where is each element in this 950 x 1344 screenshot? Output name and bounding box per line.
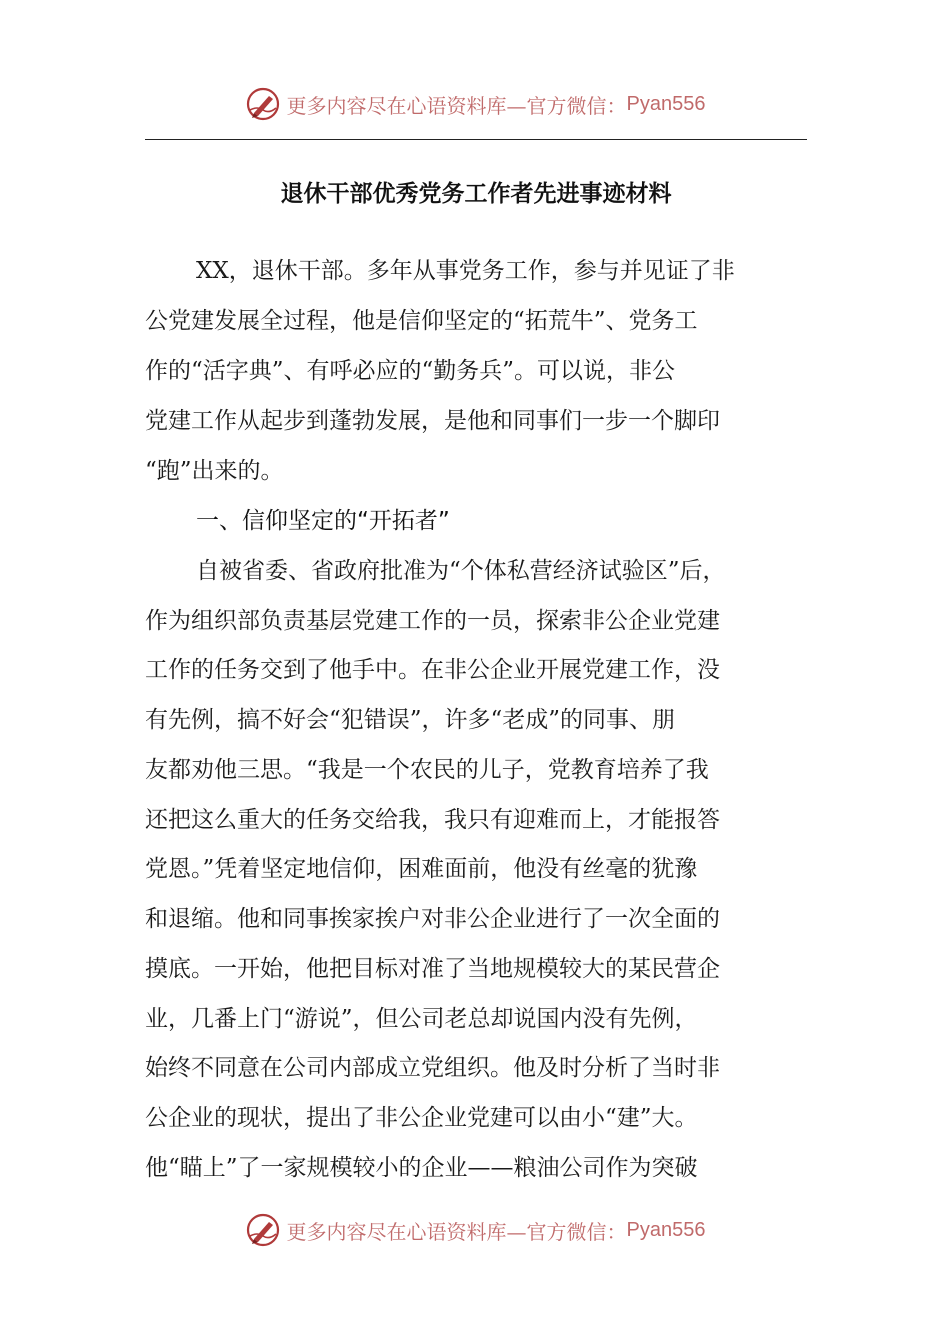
paragraph-line: 党建工作从起步到蓬勃发展，是他和同事们一步一个脚印 [145,408,720,434]
paragraph-line: 他“瞄上”了一家规模较小的企业——粮油公司作为突破 [145,1155,698,1181]
paragraph-line: XX，退休干部。多年从事党务工作，参与并见证了非 [196,258,735,284]
paragraph-line: 公党建发展全过程，他是信仰坚定的“拓荒牛”、党务工 [145,308,698,334]
wechat-id: Pyan556 [626,92,706,115]
paragraph-line: 始终不同意在公司内部成立党组织。他及时分析了当时非 [145,1055,720,1081]
header-banner [0,82,950,126]
paragraph-line: 还把这么重大的任务交给我，我只有迎难而上，才能报答 [145,807,720,833]
document-title: 退休干部优秀党务工作者先进事迹材料 [280,181,672,207]
paragraph-line: 有先例，搞不好会“犯错误”，许多“老成”的同事、朋 [145,707,676,733]
paragraph-line: 业，几番上门“游说”，但公司老总却说国内没有先例， [145,1006,698,1032]
paragraph-line: 党恩。”凭着坚定地信仰，困难面前，他没有丝毫的犹豫 [145,856,698,882]
section-heading: 一、信仰坚定的“开拓者” [196,508,450,534]
paragraph-line: 公企业的现状，提出了非公企业党建可以由小“建”大。 [145,1105,698,1131]
pen-circle-logo-icon [245,1212,281,1248]
paragraph-line: 和退缩。他和同事挨家挨户对非公企业进行了一次全面的 [145,906,720,932]
header-divider [145,139,807,140]
paragraph-line: 摸底。一开始，他把目标对准了当地规模较大的某民营企 [145,956,720,982]
wechat-id: Pyan556 [626,1218,706,1241]
paragraph-line: 作为组织部负责基层党建工作的一员，探索非公企业党建 [145,608,720,634]
paragraph-line: 工作的任务交到了他手中。在非公企业开展党建工作，没 [145,657,720,683]
paragraph-line: “跑”出来的。 [145,458,284,484]
banner-text: 更多内容尽在心语资料库—官方微信： [286,93,627,118]
paragraph-line: 作的“活字典”、有呼必应的“勤务兵”。可以说，非公 [145,358,676,384]
banner-text: 更多内容尽在心语资料库—官方微信： [286,1219,627,1244]
footer-banner [0,1208,950,1252]
pen-circle-logo-icon [245,86,281,122]
paragraph-line: 自被省委、省政府批准为“个体私营经济试验区”后， [196,558,726,584]
paragraph-line: 友都劝他三思。“我是一个农民的儿子，党教育培养了我 [145,757,709,783]
